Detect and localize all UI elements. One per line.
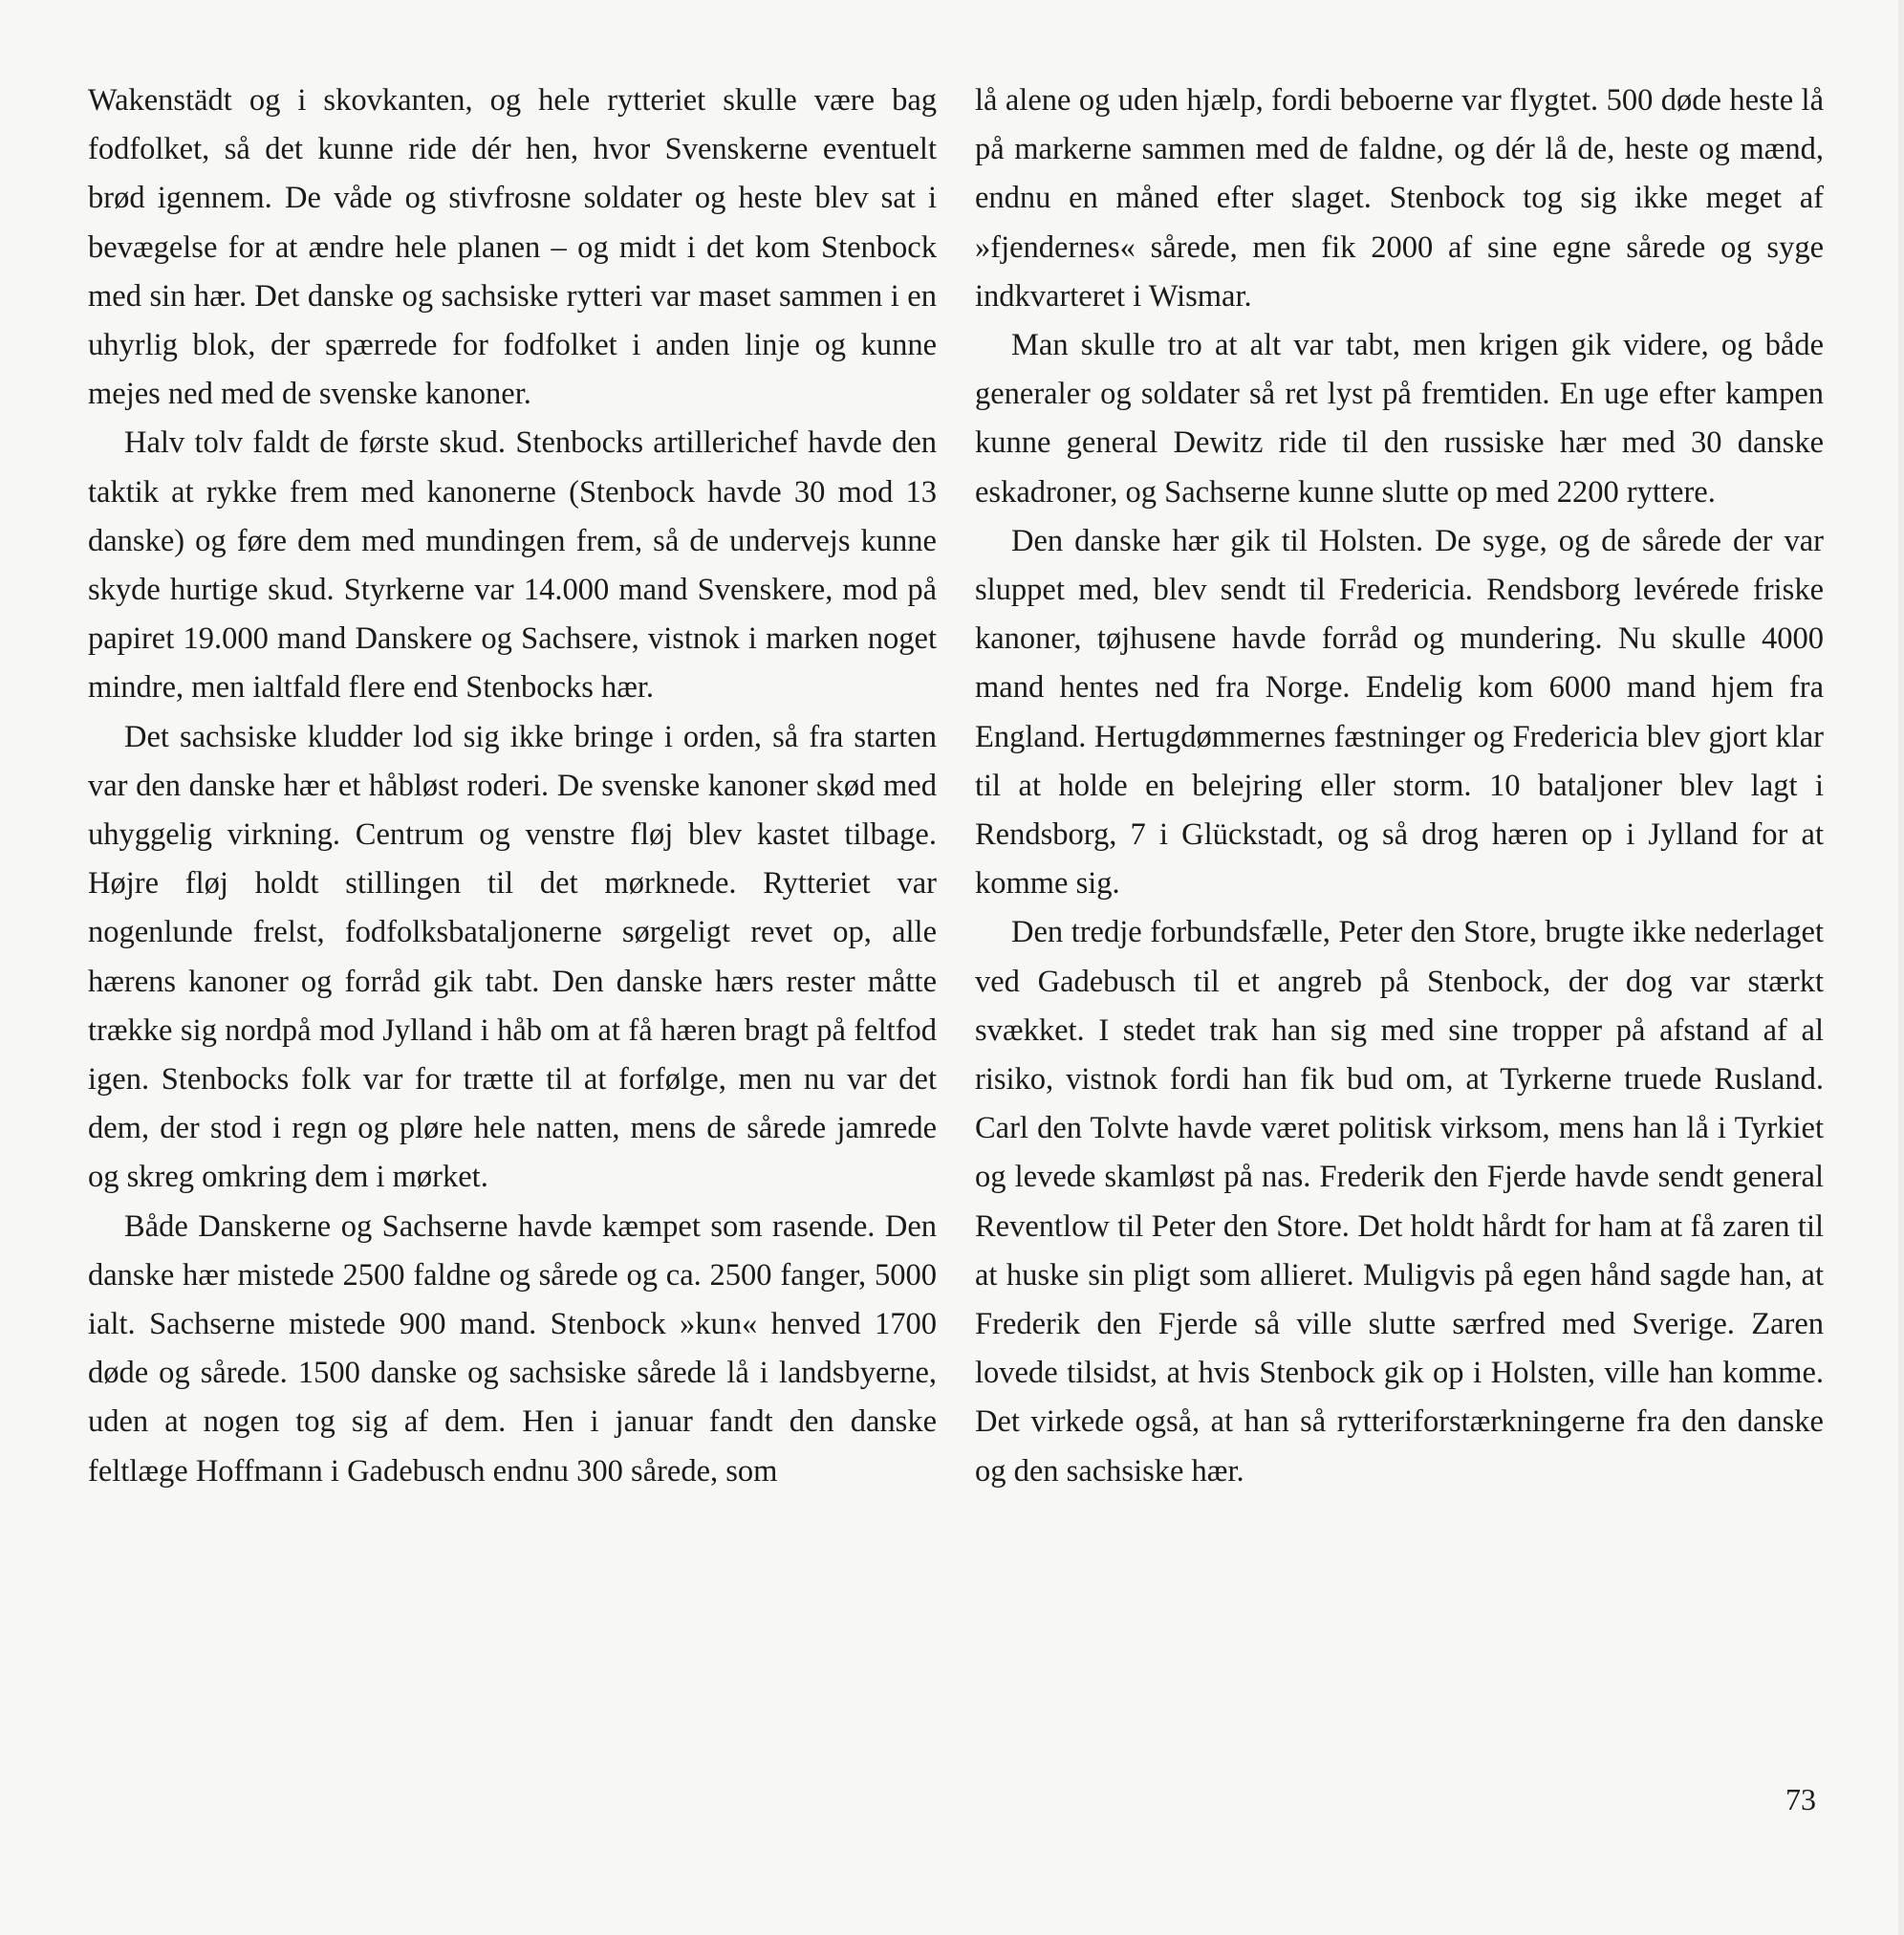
paragraph: Både Danskerne og Sachserne havde kæmpet som rasende. Den danske hær mistede 2500 faldne og sårede og ca. 2500 fanger, 5000 ialt. Sachserne mistede 900 mand. Stenbock »kun« henved 1700 døde og sårede. 1500 danske og sachsiske sårede lå i landsbyerne, uden at nogen tog sig af dem. Hen i januar fandt den danske feltlæge Hoffmann i Gadebusch endnu 300 sårede, som [88,1208,937,1489]
paragraph: Wakenstädt og i skovkanten, og hele rytteriet skulle være bag fodfolket, så det kunne ride dér hen, hvor Svenskerne eventuelt brød igennem. De våde og stivfrosne soldater og heste blev sat i bevægelse for at ændre hele planen – og midt i det kom Stenbock med sin hær. Det danske og sachsiske rytteri var maset sammen i en uhyrlig blok, der spærrede for fodfolket i anden linje og kunne mejes ned med de svenske kanoner. [88,83,937,412]
paragraph: Det sachsiske kludder lod sig ikke bringe i orden, så fra starten var den danske hær et håbløst roderi. De svenske kanoner skød med uhyggelig virkning. Centrum og venstre fløj blev kastet tilbage. Højre fløj holdt stillingen til det mørknede. Rytteriet var nogenlunde frelst, fodfolksbataljonerne sørgeligt revet op, alle hærens kanoner og forråd gik tabt. Den danske hærs rester måtte trække sig nordpå mod Jylland i håb om at få hæren bragt på feltfod igen. Stenbocks folk var for trætte til at forfølge, men nu var det dem, der stod i regn og pløre hele natten, mens de sårede jamrede og skreg omkring dem i mørket. [88,719,937,1195]
paragraph: Den tredje forbundsfælle, Peter den Store, brugte ikke nederlaget ved Gadebusch til et angreb på Stenbock, der dog var stærkt svækket. I stedet trak han sig med sine tropper på afstand af al risiko, vistnok fordi han fik bud om, at Tyrkerne truede Rusland. Carl den Tolvte havde været politisk virksom, mens han lå i Tyrkiet og levede skamløst på nas. Frederik den Fjerde havde sendt general Reventlow til Peter den Store. Det holdt hårdt for ham at få zaren til at huske sin pligt som allieret. Muligvis på egen hånd sagde han, at Frederik den Fjerde så ville slutte særfred med Sverige. Zaren lovede tilsidst, at hvis Stenbock gik op i Holsten, ville han komme. Det virkede også, at han så rytteriforstærkningerne fra den danske og den sachsiske hær. [975,915,1824,1489]
paragraph: Halv tolv faldt de første skud. Stenbocks artillerichef havde den taktik at rykke frem med kanonerne (Stenbock havde 30 mod 13 danske) og føre dem med mundingen frem, så de undervejs kunne skyde hurtige skud. Styrkerne var 14.000 mand Svenskere, mod på papiret 19.000 mand Danskere og Sachsere, vistnok i marken noget mindre, men ialtfald flere end Stenbocks hær. [88,425,937,706]
left-text-column [88,76,937,1496]
page-number: 73 [1785,1782,1816,1816]
paragraph: Den danske hær gik til Holsten. De syge, og de sårede der var sluppet med, blev sendt til Fredericia. Rendsborg levérede friske kanoner, tøjhusene havde forråd og mundering. Nu skulle 4000 mand hentes ned fra Norge. Endelig kom 6000 mand hjem fra England. Hertugdømmernes fæstninger og Fredericia blev gjort klar til at holde en belejring eller storm. 10 bataljoner blev lagt i Rendsborg, 7 i Glückstadt, og så drog hæren op i Jylland for at komme sig. [975,523,1824,902]
right-text-column [975,76,1824,1496]
paragraph: Man skulle tro at alt var tabt, men krigen gik videre, og både generaler og soldater så ret lyst på fremtiden. En uge efter kampen kunne general Dewitz ride til den russiske hær med 30 danske eskadroner, og Sachserne kunne slutte op med 2200 ryttere. [975,328,1824,510]
page-edge [1898,0,1904,1935]
paragraph: lå alene og uden hjælp, fordi beboerne var flygtet. 500 døde heste lå på markerne sammen med de faldne, og dér lå de, heste og mænd, endnu en måned efter slaget. Stenbock tog sig ikke meget af »fjendernes« sårede, men fik 2000 af sine egne sårede og syge indkvarteret i Wismar. [975,83,1824,314]
